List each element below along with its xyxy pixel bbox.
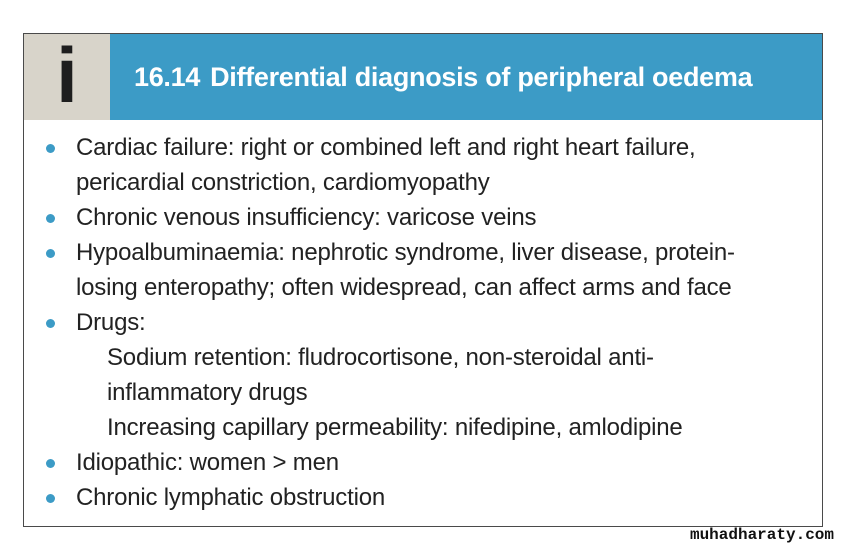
info-i-icon: i (56, 31, 78, 119)
list-item (24, 235, 822, 305)
list-item (24, 480, 822, 515)
box-title-text: Differential diagnosis of peripheral oedema (210, 61, 753, 92)
item-line: Drugs: (76, 309, 146, 336)
bullet-icon (46, 494, 55, 503)
content (24, 130, 822, 515)
bullet-icon (46, 249, 55, 258)
site-watermark: muhadharaty.com (689, 526, 834, 544)
list-item (24, 445, 822, 480)
info-box (23, 33, 823, 527)
bullet-icon (46, 144, 55, 153)
item-line: Cardiac failure: right or combined left and right heart failure, (76, 134, 696, 161)
bullet-icon (46, 319, 55, 328)
sub-item (24, 410, 822, 445)
info-tab (24, 31, 110, 120)
title-bar (110, 34, 822, 120)
item-line: Idiopathic: women > men (76, 449, 339, 476)
sub-item-line: inflammatory drugs (107, 379, 308, 406)
sub-item (24, 340, 822, 410)
item-line: Chronic lymphatic obstruction (76, 484, 386, 511)
item-line: Chronic venous insufficiency: varicose veins (76, 204, 537, 231)
list-item (24, 305, 822, 340)
bullet-icon (46, 214, 55, 223)
box-number: 16.14 (134, 61, 201, 92)
bullet-icon (46, 459, 55, 468)
box-header (24, 31, 822, 120)
sub-item-line: Sodium retention: fludrocortisone, non-steroidal anti- (107, 344, 654, 371)
item-line: Hypoalbuminaemia: nephrotic syndrome, liver disease, protein- (76, 239, 735, 266)
item-line: pericardial constriction, cardiomyopathy (76, 169, 490, 196)
box-title (134, 62, 752, 93)
list-item (24, 200, 822, 235)
item-line: losing enteropathy; often widespread, can affect arms and face (76, 274, 732, 301)
sub-item-line: Increasing capillary permeability: nifedipine, amlodipine (107, 414, 683, 441)
list-item (24, 130, 822, 200)
